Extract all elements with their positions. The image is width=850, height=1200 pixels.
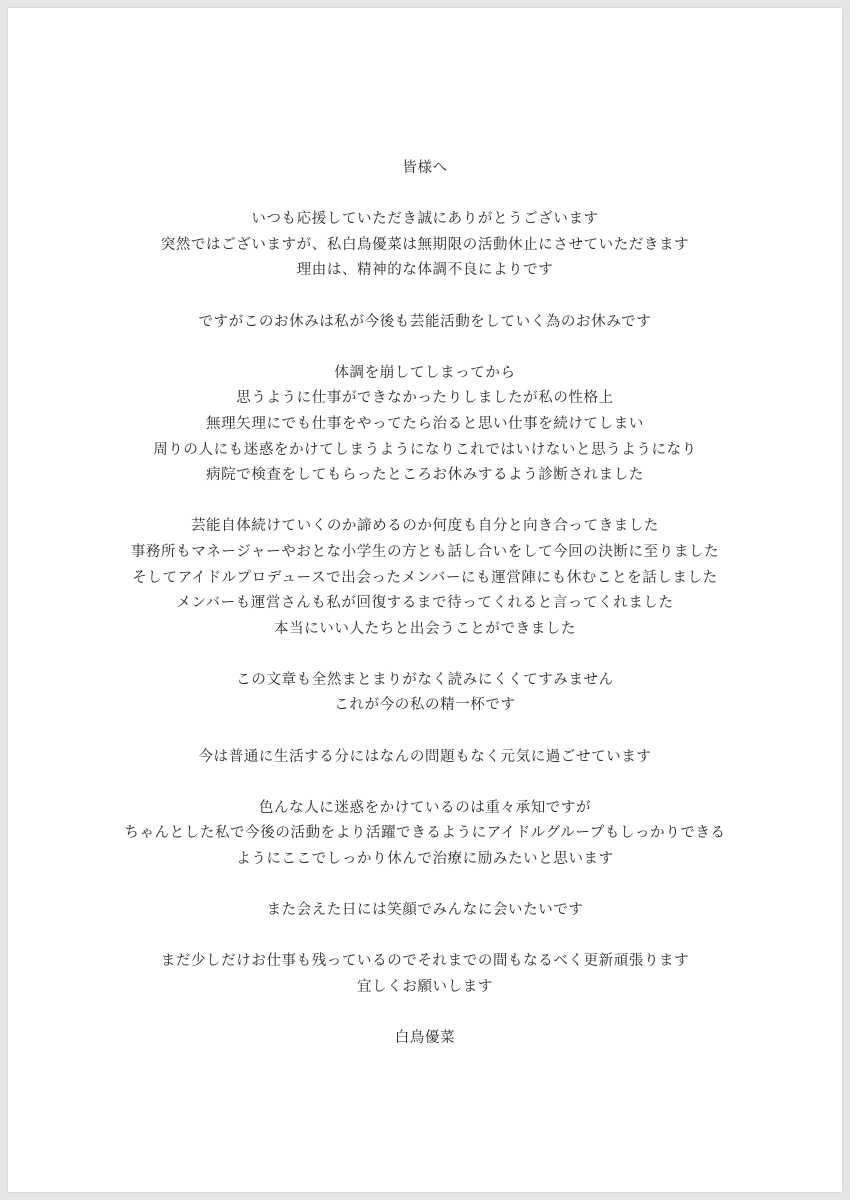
paragraph-gap <box>8 924 842 950</box>
letter-page <box>8 8 842 1192</box>
letter-body <box>8 156 842 1052</box>
salutation: 皆様へ <box>402 160 448 176</box>
paragraph-gap <box>8 284 842 310</box>
paragraph-gap <box>8 642 842 668</box>
paragraph-4-line-4: メンバーも運営さんも私が回復するまで待ってくれると言ってくれました <box>176 595 674 612</box>
paragraph-gap <box>8 873 842 899</box>
paragraph-3-line-2: 思うように仕事ができなかったりしましたが私の性格上 <box>236 390 614 407</box>
paragraph-7-line-1: 色んな人に迷惑をかけているのは重々承知ですが <box>258 799 592 816</box>
signature: 白鳥優菜 <box>394 1030 456 1047</box>
paragraph-gap <box>8 335 842 361</box>
paragraph-gap <box>8 1001 842 1027</box>
paragraph-5-line-1: この文章も全然まとまりがなく読みにくくてすみません <box>236 671 614 688</box>
paragraph-4-line-1: 芸能自体続けていくのか諦めるのか何度も自分と向き合ってきました <box>190 518 660 535</box>
paragraph-1-line-3: 理由は、精神的な体調不良によりです <box>296 262 554 279</box>
paragraph-3-line-3: 無理矢理にでも仕事をやってたら治ると思い仕事を続けてしまい <box>206 415 644 432</box>
paragraph-gap <box>8 182 842 208</box>
paragraph-gap <box>8 770 842 796</box>
paragraph-3-line-4: 周りの人にも迷惑をかけてしまうようになりこれではいけないと思うようになり <box>153 441 697 458</box>
paragraph-6-line-1: 今は普通に生活する分にはなんの問題もなく元気に過ごせています <box>198 748 652 765</box>
paragraph-5-line-2: これが今の私の精一杯です <box>334 697 516 714</box>
paragraph-7-line-3: ようにここでしっかり休んで治療に励みたいと思います <box>236 851 614 868</box>
paragraph-3-line-5: 病院で検査をしてもらったところお休みするよう診断されました <box>206 467 644 484</box>
paragraph-2-line-1: ですがこのお休みは私が今後も芸能活動をしていく為のお休みです <box>198 313 652 330</box>
paragraph-4-line-2: 事務所もマネージャーやおとな小学生の方とも話し合いをして今回の決断に至りました <box>130 543 720 560</box>
paragraph-9-line-1: まだ少しだけお仕事も残っているのでそれまでの間もなるべく更新頑張ります <box>160 953 690 970</box>
paragraph-3-line-1: 体調を崩してしまってから <box>334 364 516 381</box>
paragraph-8-line-1: また会えた日には笑顔でみんなに会いたいです <box>266 902 584 919</box>
paragraph-gap <box>8 719 842 745</box>
paragraph-4-line-5: 本当にいい人たちと出会うことができました <box>274 620 576 637</box>
paragraph-9-line-2: 宜しくお願いします <box>357 979 493 995</box>
paragraph-gap <box>8 489 842 515</box>
paragraph-4-line-3: そしてアイドルプロデュースで出会ったメンバーにも運営陣にも休むことを話しました <box>132 569 718 586</box>
paragraph-1-line-1: いつも応援していただき誠にありがとうございます <box>251 211 599 228</box>
paragraph-7-line-2: ちゃんとした私で今後の活動をより活躍できるようにアイドルグループもしっかりできる <box>124 825 726 842</box>
paragraph-1-line-2: 突然ではございますが、私白鳥優菜は無期限の活動休止にさせていただきます <box>160 236 690 253</box>
